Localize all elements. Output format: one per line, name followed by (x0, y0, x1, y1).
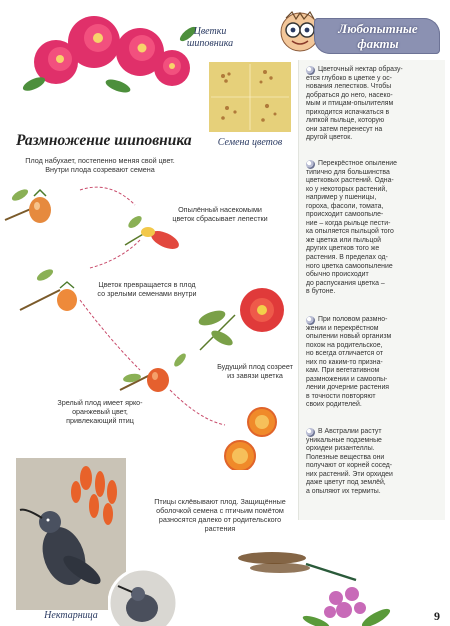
fact-2 (306, 160, 440, 297)
fact-line: растения. В пределах од- (306, 254, 388, 262)
fact-line: в бутоне. (306, 288, 336, 296)
lifecycle-diagram (0, 150, 300, 470)
fact-line: липкой пыльце, которую (306, 117, 385, 125)
fact-line: Перекрёстное опыление (318, 160, 397, 167)
facts-badge-banner (314, 18, 440, 54)
caption-flower-to-fruit: Цветок превращается в плод со зрелыми семенами внутри (97, 280, 197, 298)
fact-line: ка опыляется пыльцой того (306, 228, 394, 236)
rose-flowers-photo (22, 4, 198, 104)
fact-line: но всегда отличается от (306, 350, 383, 358)
fact-line: добраться до него, насеко- (306, 91, 393, 99)
cycle-arrow (80, 187, 135, 205)
fact-line: них по каким-то призна- (306, 358, 383, 366)
cut-fruit-illustration (225, 408, 276, 470)
fact-line: например у пшеницы, (306, 194, 377, 202)
fact-line: даже цветут под землёй, (306, 479, 386, 487)
fact-line: другой цветок. (306, 134, 353, 142)
fact-line: них растений. Эти орхидеи (306, 470, 393, 478)
fact-line: гороха, фасоли, томата, (306, 202, 384, 210)
bird-caption-line1: Нектарница (44, 610, 98, 621)
fact-line: обычно происходит (306, 271, 369, 279)
fact-line: получают от корней сосед- (306, 462, 393, 470)
fact-line: ко у некоторых растений, (306, 185, 388, 193)
fact-line: жении и перекрёстном (306, 324, 379, 332)
fact-line: они затем перенесут на (306, 125, 383, 133)
fact-line: цветковых растений. Одна- (306, 177, 394, 185)
fact-line: размножении и самоопы- (306, 375, 388, 383)
page-number: 9 (434, 609, 440, 623)
fact-line: уникальные подземные (306, 436, 382, 444)
seeds-photo (209, 62, 291, 132)
fact-1 (306, 66, 440, 143)
open-flower-illustration (197, 288, 284, 350)
fact-line: ного цветка самоопыление (306, 262, 393, 270)
fact-line: приходится испачкаться в (306, 108, 390, 116)
fact-line: В Австралии растут (318, 428, 382, 435)
fact-4 (306, 428, 440, 496)
fact-line: похож на родительское, (306, 341, 383, 349)
fact-line: же цветка или пыльцой (306, 236, 382, 244)
cycle-arrow (90, 240, 140, 268)
fact-line: ется глубоко в цветке у ос- (306, 74, 392, 82)
section-title: Размножение шиповника (16, 132, 192, 149)
dragonfly-orchid-photo (236, 540, 416, 626)
swelling-fruit-illustration (5, 187, 51, 223)
fact-line: При половом размно- (318, 316, 388, 323)
fact-line: опылении новый организм (306, 333, 392, 341)
fact-line: кам. При вегетативном (306, 367, 380, 375)
cycle-arrow (80, 300, 140, 370)
cycle-arrow (170, 390, 225, 425)
fact-line: лении дочерние растения (306, 384, 390, 392)
fact-line: типично для большинства (306, 168, 390, 176)
fact-line: Полезные вещества они (306, 453, 385, 461)
fact-line: мым и птицам-опылителям (306, 100, 394, 108)
fact-line: ние – когда рыльце пести- (306, 219, 391, 227)
caption-birds-peck: Птицы склёвывают плод. Защищённые оболочкой семена с птичьим помётом разносятся далеко от родительского растения (154, 497, 286, 533)
flowers-caption: Цветки шиповника (186, 26, 234, 49)
fact-line: происходит самоопыле- (306, 211, 384, 219)
fact-line: Цветочный нектар образу- (318, 66, 403, 73)
fact-line: а опыляют их термиты. (306, 487, 381, 495)
fact-line: орхидеи ризантеллы. (306, 445, 375, 453)
caption-future-fruit: Будущий плод созреет из завязи цветка (217, 362, 293, 380)
fact-line: в точности повторяют (306, 392, 376, 400)
fact-line: нования лепестков. Чтобы (306, 83, 392, 91)
seeds-caption: Семена цветов (217, 137, 283, 148)
fact-line: до распускания цветка – (306, 279, 385, 287)
caption-ripe-fruit: Зрелый плод имеет ярко-оранжевый цвет, привлекающий птиц (57, 398, 143, 425)
caption-swelling-fruit: Плод набухает, постепенно меняя свой цвет. Внутри плода созревают семена (25, 156, 175, 174)
fact-line: своих родителей. (306, 401, 362, 409)
facts-badge-title: Любопытные факты (338, 21, 418, 51)
ripe-fruit-illustration (120, 352, 188, 392)
fact-3 (306, 316, 440, 410)
forming-fruit-illustration (20, 267, 77, 311)
fact-line: других цветков того же (306, 245, 380, 253)
caption-pollinated-flower: Опылённый насекомыми цветок сбрасывает лепестки (172, 205, 268, 223)
